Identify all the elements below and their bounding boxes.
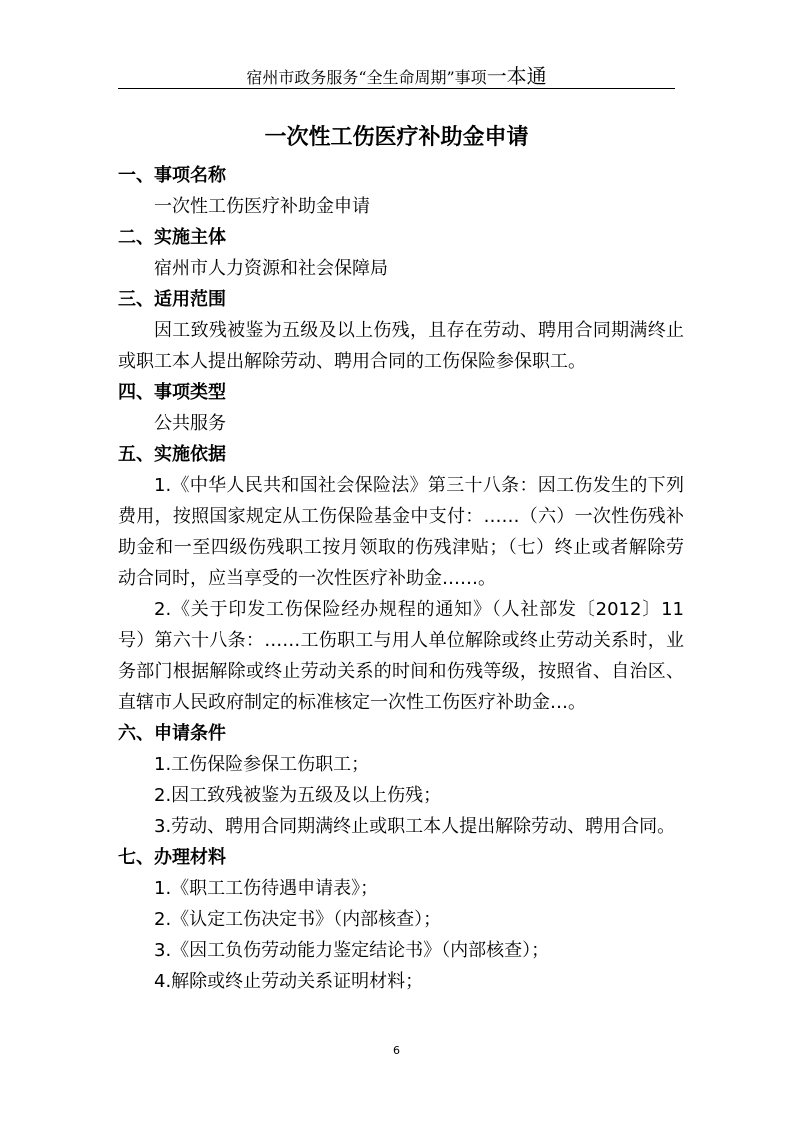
condition-item: 2.因工致残被鉴为五级及以上伤残； bbox=[154, 785, 442, 806]
header-rule bbox=[118, 88, 675, 89]
section-heading-1: 一、事项名称 bbox=[118, 165, 226, 186]
section-heading-4: 四、事项类型 bbox=[118, 382, 226, 403]
header-text: 宿州市政务服务“全生命周期”事项 bbox=[246, 68, 487, 87]
section-text-1: 一次性工伤医疗补助金申请 bbox=[154, 196, 370, 217]
section-heading-5: 五、实施依据 bbox=[118, 444, 226, 465]
document-body bbox=[118, 160, 684, 997]
condition-item: 3.劳动、聘用合同期满终止或职工本人提出解除劳动、聘用合同。 bbox=[154, 816, 676, 837]
material-item: 4.解除或终止劳动关系证明材料； bbox=[154, 971, 424, 992]
section-text-3: 因工致残被鉴为五级及以上伤残，且存在劳动、聘用合同期满终止或职工本人提出解除劳动、聘用合同的工伤保险参保职工。 bbox=[118, 320, 684, 372]
basis-item: 1.《中华人民共和国社会保险法》第三十八条：因工伤发生的下列费用，按照国家规定从工伤保险基金中支付：……（六）一次性伤残补助金和一至四级伤残职工按月领取的伤残津贴；（七）终止或者解除劳动合同时，应当享受的一次性医疗补助金……。 bbox=[118, 475, 684, 589]
page-header bbox=[0, 60, 793, 89]
section-heading-2: 二、实施主体 bbox=[118, 227, 226, 248]
material-item: 3.《因工负伤劳动能力鉴定结论书》（内部核查）； bbox=[154, 940, 550, 961]
document-title: 一次性工伤医疗补助金申请 bbox=[264, 125, 529, 150]
section-text-4: 公共服务 bbox=[154, 413, 226, 434]
material-item: 2.《认定工伤决定书》（内部核查）； bbox=[154, 909, 442, 930]
section-text-2: 宿州市人力资源和社会保障局 bbox=[154, 258, 388, 279]
material-item: 1.《职工工伤待遇申请表》； bbox=[154, 878, 379, 899]
section-heading-3: 三、适用范围 bbox=[118, 289, 226, 310]
header-text-large: 一本通 bbox=[486, 64, 547, 88]
page-number: 6 bbox=[393, 1044, 400, 1057]
basis-item: 2.《关于印发工伤保险经办规程的通知》（人社部发〔2012〕11号）第六十八条：……工伤职工与用人单位解除或终止劳动关系时，业务部门根据解除或终止劳动关系的时间和伤残等级，按照省、自治区、直辖市人民政府制定的标准核定一次性工伤医疗补助金…。 bbox=[118, 599, 684, 713]
section-heading-7: 七、办理材料 bbox=[118, 847, 226, 868]
section-heading-6: 六、申请条件 bbox=[118, 723, 226, 744]
condition-item: 1.工伤保险参保工伤职工； bbox=[154, 754, 370, 775]
